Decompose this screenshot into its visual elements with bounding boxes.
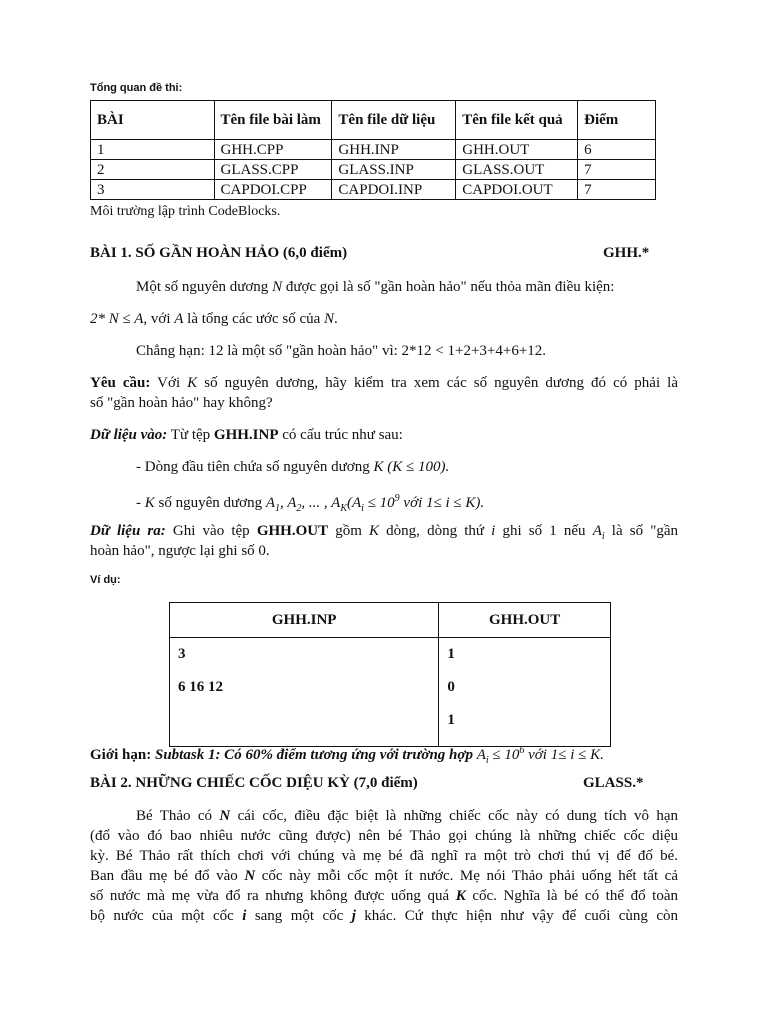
var-a: , ... , A <box>301 495 341 511</box>
var-n: N <box>244 868 256 884</box>
overview-cell: 3 <box>91 180 215 200</box>
subscript: i <box>601 531 605 542</box>
problem1-intro <box>90 277 678 297</box>
problem2-heading: BÀI 2. NHỮNG CHIẾC CỐC DIỆU KỲ (7,0 điểm) <box>90 775 418 791</box>
problem1-file: GHH.* <box>603 245 650 261</box>
requirement-label: Yêu cầu: <box>90 375 151 391</box>
text-run: được gọi là số "gần hoàn hảo" nếu thỏa mãn điều kiện: <box>282 279 615 295</box>
text-run: số nước mà mẹ vừa đổ ra nhưng không được uống quá <box>90 888 456 904</box>
example-header-cell: GHH.INP <box>170 603 439 638</box>
input-file: GHH.INP <box>213 427 279 443</box>
text-run: - <box>136 495 145 511</box>
problem1-limit <box>90 741 678 771</box>
text-run: - Dòng đầu tiên chứa số nguyên dương <box>136 459 374 475</box>
text-run: sang một cốc <box>246 908 352 924</box>
var-a: (A <box>346 495 362 511</box>
bound: ≤ 10 <box>363 495 395 511</box>
overview-cell: GHH.INP <box>332 140 456 160</box>
superscript: 6 <box>519 745 525 756</box>
overview-cell: 1 <box>91 140 215 160</box>
overview-cell: 2 <box>91 160 215 180</box>
overview-header-cell: Tên file kết quả <box>456 101 578 140</box>
text-run: là số "gần <box>604 523 678 539</box>
problem2-line: (đổ vào đó bao nhiêu nước cũng được) nên bé Thảo gọi chúng là những chiếc cốc diệu <box>90 828 678 844</box>
subscript: 1 <box>275 503 280 514</box>
example-header-row <box>170 603 611 638</box>
text-run: Bé Thảo có <box>136 808 220 824</box>
var-n: N <box>272 279 283 295</box>
example-table <box>169 602 611 747</box>
text-run: cốc này mỗi cốc một ít nước. Mẹ nói Thảo phải uống hết tất cả <box>255 868 678 884</box>
output-label: Dữ liệu ra: <box>90 523 166 539</box>
bound: ≤ 10 <box>488 747 520 763</box>
example-output-line: 0 <box>447 679 455 695</box>
overview-cell: CAPDOI.INP <box>332 180 456 200</box>
problem1-title: BÀI 1. SỐ GẦN HOÀN HẢO (6,0 điểm) <box>90 245 348 261</box>
limit-text: Subtask 1: Có 60% điểm tương ứng với trường hợp <box>151 747 477 763</box>
example-input-line: 3 <box>178 646 186 662</box>
var-a: , A <box>280 495 297 511</box>
example-output-cell <box>439 638 611 747</box>
superscript: 9 <box>394 493 400 504</box>
example-input-line: 6 16 12 <box>178 679 223 695</box>
problem2-line <box>90 906 678 926</box>
subscript: i <box>485 755 489 766</box>
text-run: cái cốc, điều đặc biệt là những chiếc cốc này có dung tích vô hạn <box>230 808 678 824</box>
text-run: bộ nước của một cốc <box>90 908 243 924</box>
problem2-line <box>90 886 678 906</box>
overview-header-row <box>91 101 656 140</box>
problem1-input <box>90 425 678 445</box>
overview-row <box>91 160 656 180</box>
overview-cell: 6 <box>578 140 656 160</box>
var-j: j <box>351 908 356 924</box>
problem2-file: GLASS.* <box>583 775 644 791</box>
subscript: i <box>361 503 364 514</box>
overview-cell: 7 <box>578 180 656 200</box>
text-run: Ghi vào tệp <box>165 523 257 539</box>
var-n: N <box>324 311 335 327</box>
var-a: A <box>592 523 602 539</box>
var-n: N <box>219 808 231 824</box>
text-run: . <box>334 311 338 327</box>
subscript: 2 <box>296 503 302 514</box>
overview-header-cell: BÀI <box>91 101 215 140</box>
text-run: số nguyên dương <box>154 495 266 511</box>
example-label: Ví dụ: <box>90 574 121 586</box>
overview-title: Tổng quan đề thi: <box>90 82 183 94</box>
example-header-cell: GHH.OUT <box>439 603 611 638</box>
problem1-example-text: Chẳng hạn: 12 là một số "gần hoàn hảo" vì: 2*12 < 1+2+3+4+6+12. <box>136 343 547 359</box>
overview-cell: GLASS.INP <box>332 160 456 180</box>
var-a: A <box>265 495 275 511</box>
overview-header-cell: Điểm <box>578 101 656 140</box>
text-run: có cấu trúc như sau: <box>278 427 403 443</box>
overview-header-cell: Tên file dữ liệu <box>332 101 456 140</box>
text-run: gồm <box>328 523 370 539</box>
limit-label: Giới hạn: <box>90 747 152 763</box>
overview-row <box>91 140 656 160</box>
overview-cell: 7 <box>578 160 656 180</box>
condition-math: 2* N ≤ A <box>90 311 144 327</box>
output-file: GHH.OUT <box>256 523 329 539</box>
problem2-line: kỳ. Bé Thảo rất thích chơi với chúng và mẹ bé đã nghĩ ra một trò chơi thú vị để đố bé. <box>90 848 678 864</box>
example-output-line: 1 <box>447 646 455 662</box>
text-run: dòng, dòng thứ <box>379 523 492 539</box>
example-body-row <box>170 638 611 747</box>
overview-cell: GLASS.CPP <box>214 160 332 180</box>
text-run: ghi số 1 nếu <box>495 523 593 539</box>
problem2-line <box>90 866 678 886</box>
problem1-output-line2: hoàn hảo", ngược lại ghi số 0. <box>90 543 270 559</box>
overview-cell: GLASS.OUT <box>456 160 578 180</box>
text-run: khác. Cứ thực hiện như vậy để cuối cùng còn <box>355 908 678 924</box>
var-i: i <box>242 908 247 924</box>
var-k: K <box>144 495 155 511</box>
overview-table <box>90 100 656 200</box>
overview-header-cell: Tên file bài làm <box>214 101 332 140</box>
k-constraint: K (K ≤ 100). <box>373 459 450 475</box>
problem1-condition <box>90 309 678 329</box>
var-k: K <box>369 523 380 539</box>
text-run: Ban đầu mẹ bé đổ vào <box>90 868 245 884</box>
problem1-input-line2 <box>90 489 678 519</box>
text-run: Từ tệp <box>167 427 214 443</box>
text-run: cốc. Nghĩa là bé có thể đổ toàn <box>465 888 679 904</box>
overview-cell: CAPDOI.CPP <box>214 180 332 200</box>
var-a: A <box>174 311 184 327</box>
problem1-input-line1 <box>90 457 678 477</box>
text-run: Một số nguyên dương <box>136 279 273 295</box>
overview-cell: CAPDOI.OUT <box>456 180 578 200</box>
text-run: Với <box>150 375 188 391</box>
example-input-cell <box>170 638 439 747</box>
text-run: số nguyên dương, hãy kiểm tra xem các số nguyên dương đó có phải là <box>197 375 678 391</box>
var-k: K <box>455 888 466 904</box>
bound-range: với 1≤ i ≤ K). <box>399 495 485 511</box>
bound-range: với 1≤ i ≤ K. <box>524 747 604 763</box>
example-output-line: 1 <box>447 712 455 728</box>
problem2-line <box>90 806 678 826</box>
input-label: Dữ liệu vào: <box>90 427 168 443</box>
problem1-requirement <box>90 373 678 393</box>
text-run: , với <box>143 311 175 327</box>
problem1-requirement-line2: số "gần hoàn hảo" hay không? <box>90 395 273 411</box>
overview-row <box>91 180 656 200</box>
environment-note: Môi trường lập trình CodeBlocks. <box>90 204 281 219</box>
subscript: K <box>340 503 347 514</box>
var-k: K <box>187 375 198 391</box>
problem1-heading <box>90 243 678 263</box>
overview-cell: GHH.OUT <box>456 140 578 160</box>
overview-cell: GHH.CPP <box>214 140 332 160</box>
var-i: i <box>491 523 496 539</box>
var-a: A <box>476 747 486 763</box>
text-run: là tổng các ước số của <box>183 311 325 327</box>
